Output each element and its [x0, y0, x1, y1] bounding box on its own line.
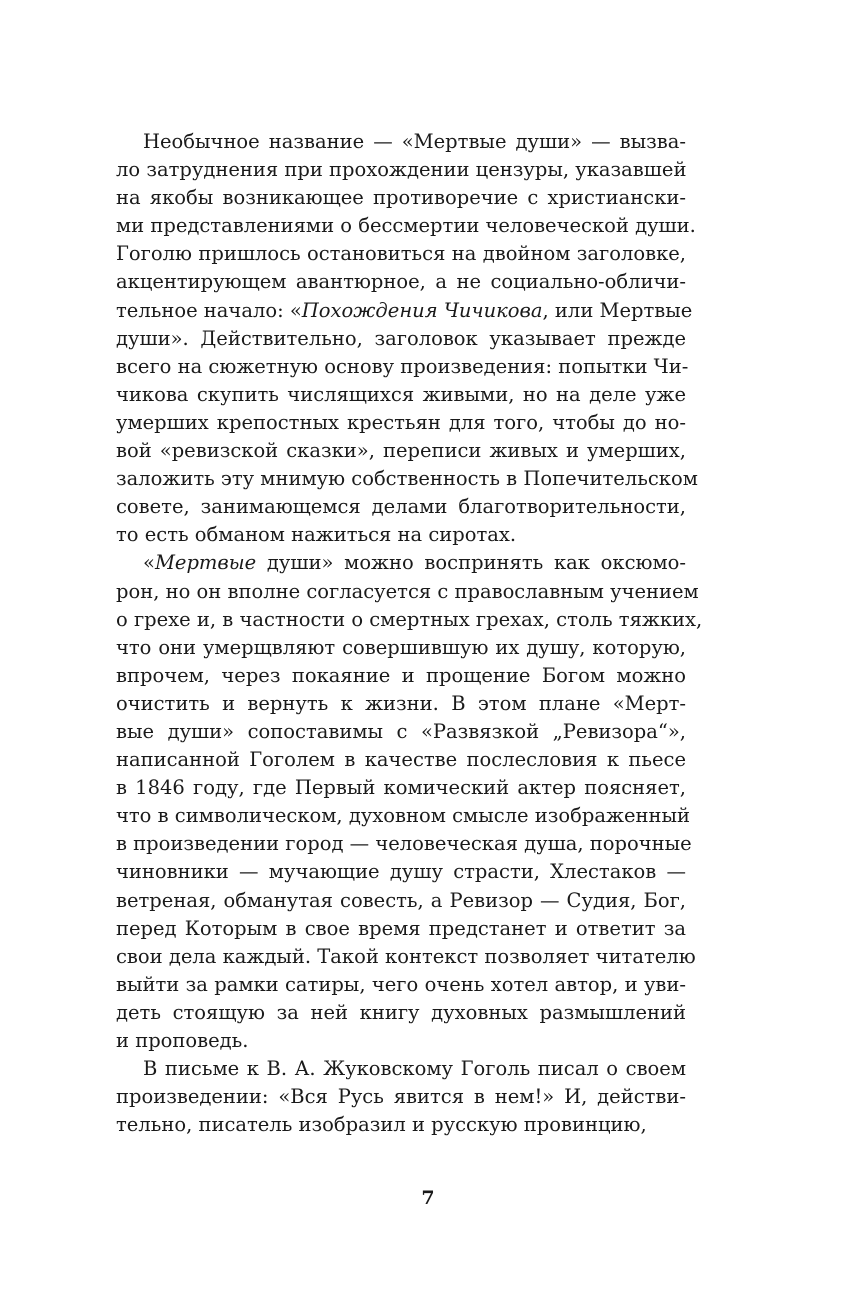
text-segment: Гоголю пришлось остановиться на двойном заголовке, — [116, 242, 686, 266]
text-line — [116, 943, 696, 971]
text-line — [116, 1083, 686, 1111]
paragraph — [116, 1055, 686, 1139]
text-segment: о грехе и, в частности о смертных грехах, столь тяжких, — [116, 607, 703, 631]
text-line — [116, 437, 686, 465]
text-segment: В письме к В. А. Жуковскому Гоголь писал о своем — [143, 1057, 686, 1081]
text-segment: тельно, писатель изобразил и русскую провинцию, — [116, 1113, 647, 1137]
text-segment: вые души» сопоставимы с «Развязкой „Ревизора“», — [116, 719, 686, 743]
text-segment: деть стоящую за ней книгу духовных размышлений — [116, 1000, 686, 1024]
text-line — [116, 353, 689, 381]
text-segment: в 1846 году, где Первый комический актер поясняет, — [116, 776, 686, 800]
text-segment: ло затруднения при прохождении цензуры, указавшей — [116, 158, 687, 182]
text-segment: что они умерщвляют совершившую их душу, которую, — [116, 635, 686, 659]
text-segment: и проповедь. — [116, 1029, 249, 1052]
text-segment: на якобы возникающее противоречие с христиански- — [116, 186, 686, 210]
text-line — [116, 409, 686, 437]
text-segment: ветреная, обманутая совесть, а Ревизор — Судия, Бог, — [116, 888, 686, 912]
body-text — [116, 128, 703, 1139]
text-segment: души» можно воспринять как оксюмо- — [256, 551, 686, 575]
text-line — [116, 268, 686, 296]
text-segment: свои дела каждый. Такой контекст позволяет читателю — [116, 944, 696, 968]
text-line — [116, 465, 698, 493]
text-segment: ми представлениями о бессмертии человеческой души. — [116, 214, 696, 238]
text-segment: чикова скупить числящихся живыми, но на деле уже — [116, 382, 686, 406]
text-line — [116, 297, 693, 325]
text-segment: то есть обманом нажиться на сиротах. — [116, 523, 517, 547]
text-line — [116, 634, 686, 662]
text-line — [116, 746, 686, 774]
text-line — [116, 521, 686, 549]
text-line — [116, 156, 686, 184]
page-number: 7 — [421, 1187, 435, 1209]
text-segment: заложить эту мнимую собственность в Попечительском — [116, 467, 698, 491]
text-line — [116, 774, 686, 802]
text-line — [116, 325, 686, 353]
text-segment: чиновники — мучающие душу страсти, Хлестаков — — [116, 860, 686, 884]
text-segment: произведении: «Вся Русь явится в нем!» И, действи- — [116, 1085, 686, 1109]
text-segment: , или Мертвые — [542, 298, 693, 322]
text-line — [116, 915, 686, 943]
text-line — [116, 184, 686, 212]
paragraph — [116, 128, 698, 549]
text-segment: всего на сюжетную основу произведения: попытки Чи- — [116, 354, 689, 378]
text-segment: что в символическом, духовном смысле изображенный — [116, 804, 690, 828]
paragraph — [116, 549, 703, 1055]
text-line — [116, 1027, 686, 1055]
text-line — [116, 858, 686, 886]
text-segment: акцентирующем авантюрное, а не социально-обличи- — [116, 270, 686, 294]
text-segment: тельное начало: « — [116, 298, 302, 322]
text-line — [116, 662, 686, 690]
text-segment: очистить и вернуть к жизни. В этом плане «Мерт- — [116, 691, 686, 715]
text-segment: рон, но он вполне согласуется с православным учением — [116, 579, 699, 603]
text-segment: перед Которым в свое время предстанет и ответит за — [116, 916, 686, 940]
text-segment: впрочем, через покаяние и прощение Богом можно — [116, 663, 686, 687]
text-segment: Необычное название — «Мертвые души» — вызва- — [143, 130, 686, 153]
text-line — [116, 606, 703, 634]
text-line — [116, 381, 686, 409]
text-line — [116, 718, 686, 746]
text-line — [116, 1111, 686, 1139]
text-segment: вой «ревизской сказки», переписи живых и умерших, — [116, 439, 686, 463]
text-line — [116, 493, 686, 521]
text-line — [116, 240, 686, 268]
text-segment: совете, занимающемся делами благотворительности, — [116, 495, 686, 519]
text-segment: « — [143, 551, 155, 575]
text-line — [116, 578, 699, 606]
text-line — [116, 830, 692, 858]
text-line — [116, 212, 696, 240]
text-segment: души». Действительно, заголовок указывает прежде — [116, 326, 686, 350]
italic-segment: Похождения Чичикова — [301, 298, 543, 322]
text-line — [116, 549, 686, 577]
text-line — [116, 128, 686, 156]
text-segment: выйти за рамки сатиры, чего очень хотел автор, и уви- — [116, 972, 686, 996]
italic-segment: Мертвые — [154, 551, 257, 575]
text-line — [116, 690, 686, 718]
text-line — [116, 802, 690, 830]
text-line — [116, 971, 686, 999]
text-segment: умерших крепостных крестьян для того, чтобы до но- — [116, 410, 686, 434]
text-line — [116, 1055, 686, 1083]
text-segment: написанной Гоголем в качестве послесловия к пьесе — [116, 748, 686, 772]
text-segment: в произведении город — человеческая душа, порочные — [116, 832, 692, 856]
text-line — [116, 887, 686, 915]
text-line — [116, 999, 686, 1027]
